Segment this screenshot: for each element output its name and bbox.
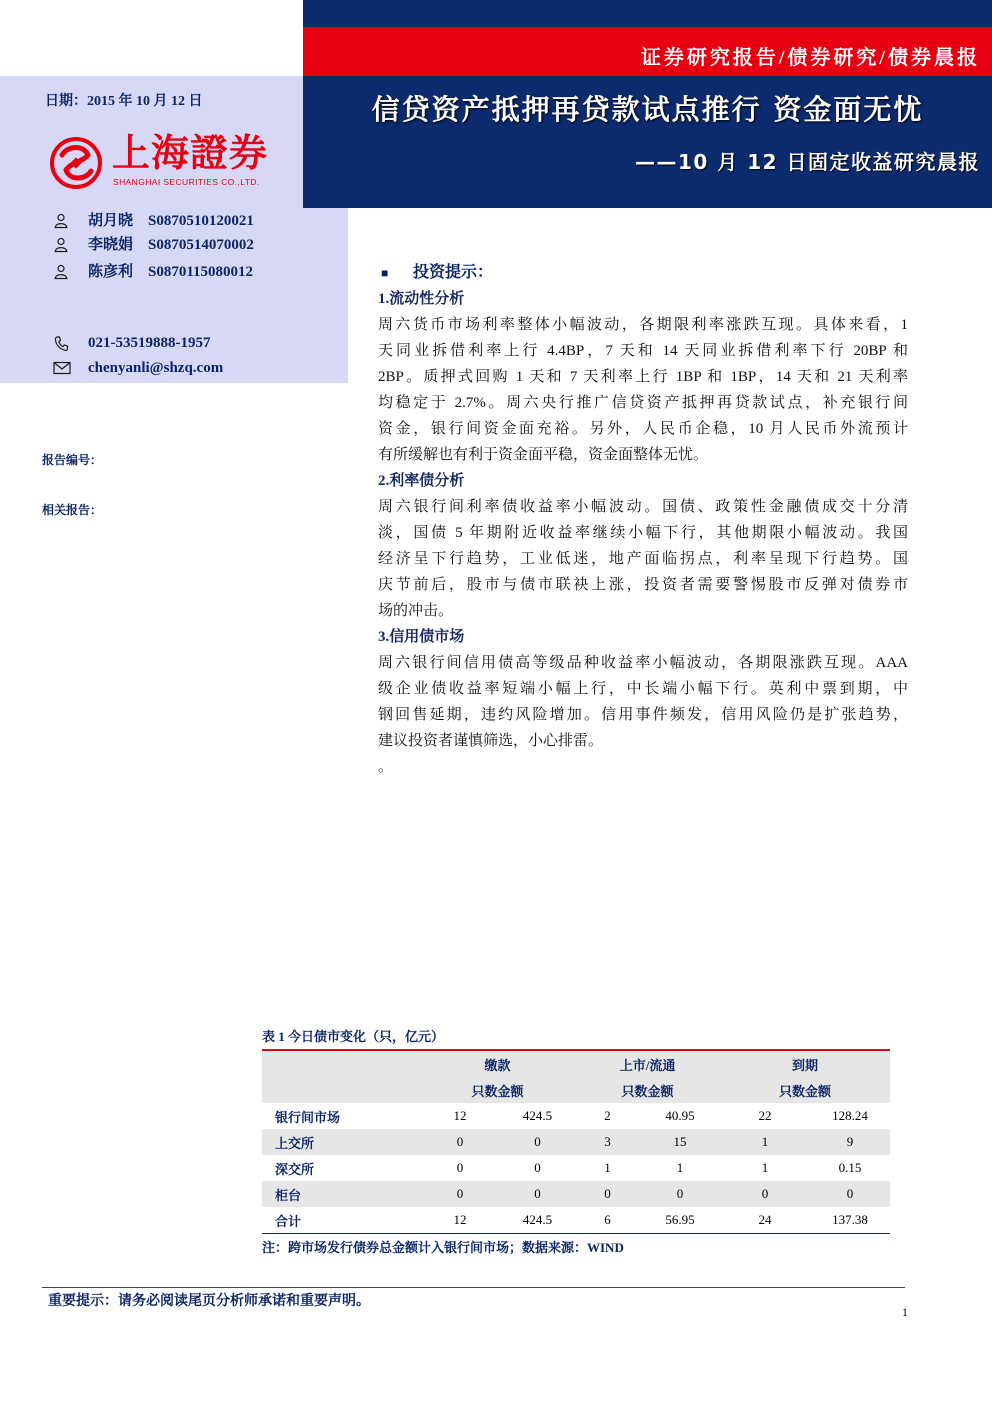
section-title: 3.信用债市场 — [378, 629, 465, 645]
section-title: 1.流动性分析 — [378, 291, 465, 307]
table-cell: 0 — [640, 1181, 720, 1207]
table-cell: 6 — [604, 1212, 611, 1227]
body-line: 2BP。质押式回购 1 天和 7 天利率上行 1BP 和 1BP，14 天和 21 天利率 — [378, 369, 908, 385]
table-note: 注：跨市场发行债券总金额计入银行间市场；数据来源：WIND — [262, 1240, 624, 1255]
body-line: 有所缓解也有利于资金面平稳，资金面整体无忧。 — [378, 447, 709, 463]
analyst-id: S0870510120021 — [148, 213, 254, 229]
table-subheader: 只数金额 — [720, 1077, 890, 1103]
analyst-id: S0870514070002 — [148, 237, 254, 253]
phone-icon — [53, 335, 69, 352]
table-cell: 15 — [640, 1129, 720, 1155]
body-line: 均稳定于 2.7%。周六央行推广信贷资产抵押再贷款试点，补充银行间 — [378, 395, 908, 411]
table-cell: 0 — [575, 1181, 640, 1207]
related-reports-label: 相关报告： — [42, 503, 103, 517]
tips-heading-text: 投资提示： — [413, 264, 494, 281]
table-cell: 9 — [810, 1129, 890, 1155]
table-cell: 12 — [453, 1212, 467, 1227]
logo-wordmark: 上海證券 — [112, 133, 269, 175]
table-cell: 56.95 — [665, 1212, 695, 1227]
table-group-header: 到期 — [720, 1050, 890, 1077]
body-line: 周六银行间利率债收益率小幅波动。国债、政策性金融债成交十分清 — [378, 499, 908, 515]
body-line: 场的冲击。 — [378, 603, 454, 619]
contact-phone-row — [0, 334, 348, 352]
analyst-name: 胡月晓 — [88, 213, 134, 229]
report-category: 证券研究报告/债券研究/债券晨报 — [640, 47, 980, 69]
contact-email-row — [0, 359, 348, 377]
header-banner — [303, 0, 992, 208]
table-header-cell — [262, 1050, 420, 1077]
report-title: 信贷资产抵押再贷款试点推行 资金面无忧 — [371, 93, 924, 126]
mail-icon — [53, 361, 71, 375]
table-cell: 0 — [420, 1181, 500, 1207]
analyst-name: 李晓娟 — [88, 237, 134, 253]
table-cell: 2 — [604, 1108, 611, 1123]
analyst-name: 陈彦利 — [88, 264, 134, 280]
body-line: 周六银行间信用债高等级品种收益率小幅波动，各期限涨跌互现。AAA — [378, 655, 908, 671]
analyst-row — [0, 263, 348, 281]
analyst-row — [0, 236, 348, 254]
analyst-id: S0870115080012 — [148, 264, 254, 280]
table-row — [262, 1181, 890, 1207]
body-line: 淡，国债 5 年期附近收益率继续小幅下行，其他期限小幅波动。我国 — [378, 525, 908, 541]
table-row — [262, 1155, 890, 1181]
table-cell: 0 — [500, 1129, 575, 1155]
table-cell: 424.5 — [522, 1108, 553, 1123]
row-label: 深交所 — [275, 1161, 315, 1177]
body-line: 建议投资者谨慎筛选，小心排雷。 — [378, 733, 604, 749]
table-group-header: 缴款 — [420, 1050, 575, 1077]
table-cell: 128.24 — [832, 1108, 868, 1123]
table-cell: 0.15 — [838, 1160, 862, 1175]
table-cell: 0 — [534, 1160, 541, 1175]
row-label: 银行间市场 — [275, 1109, 341, 1125]
footer-notice: 重要提示：请务必阅读尾页分析师承诺和重要声明。 — [48, 1294, 370, 1309]
row-label: 合计 — [275, 1213, 302, 1229]
body-line: 周六货币市场利率整体小幅波动，各期限利率涨跌互现。具体来看，1 — [378, 317, 908, 333]
investment-tips — [378, 260, 908, 780]
table-cell: 0 — [810, 1181, 890, 1207]
table-cell: 24 — [758, 1212, 772, 1227]
table-row — [262, 1103, 890, 1129]
bond-market-table — [262, 1049, 890, 1234]
table-cell: 0 — [720, 1181, 810, 1207]
table-subheader: 只数金额 — [575, 1077, 720, 1103]
table-cell: 40.95 — [665, 1108, 695, 1123]
page-number: 1 — [902, 1305, 908, 1319]
table-row — [262, 1129, 890, 1155]
shanghai-securities-logo-icon — [48, 135, 104, 191]
report-subtitle: ——10 月 12 日固定收益研究晨报 — [634, 150, 980, 174]
body-line: 钢回售延期，违约风险增加。信用事件频发，信用风险仍是扩张趋势， — [378, 707, 908, 723]
table-cell: 0 — [456, 1160, 464, 1175]
tips-heading — [378, 260, 908, 286]
table-cell: 1 — [604, 1160, 611, 1175]
table-cell: 1 — [720, 1129, 810, 1155]
square-bullet-icon: ■ — [381, 266, 389, 280]
analyst-row — [0, 212, 348, 230]
contact-email: chenyanli@shzq.com — [88, 360, 224, 376]
table-cell: 1 — [761, 1160, 769, 1175]
table-cell: 3 — [575, 1129, 640, 1155]
table-cell: 12 — [453, 1108, 467, 1123]
table-cell: 137.38 — [832, 1212, 868, 1227]
footer-divider — [42, 1287, 905, 1288]
category-band — [303, 27, 992, 76]
table-subheader-row — [262, 1077, 890, 1103]
row-label: 上交所 — [262, 1129, 420, 1155]
row-label: 柜台 — [262, 1181, 420, 1207]
report-date: 日期：2015 年 10 月 12 日 — [45, 94, 203, 109]
body-line: 天同业拆借利率上行 4.4BP，7 天和 14 天同业拆借利率下行 20BP 和 — [378, 343, 908, 359]
trailing-punctuation: 。 — [378, 759, 394, 775]
table-subheader: 只数金额 — [420, 1077, 575, 1103]
table-caption: 表 1 今日债市变化（只，亿元） — [262, 1029, 445, 1044]
person-icon — [53, 237, 69, 253]
table-cell: 0 — [500, 1181, 575, 1207]
contact-phone: 021-53519888-1957 — [88, 335, 211, 351]
body-line: 级企业债收益率短端小幅上行，中长端小幅下行。英利中票到期，中 — [378, 681, 908, 697]
section-title: 2.利率债分析 — [378, 473, 465, 489]
table-cell: 1 — [676, 1160, 684, 1175]
report-number-label: 报告编号： — [42, 453, 103, 467]
table-header-row — [262, 1050, 890, 1077]
body-line: 经济呈下行趋势，工业低迷，地产面临拐点，利率呈现下行趋势。国 — [378, 551, 908, 567]
table-cell: 22 — [758, 1108, 772, 1123]
table-group-header: 上市/流通 — [575, 1050, 720, 1077]
person-icon — [53, 264, 69, 280]
logo-english-name: SHANGHAI SECURITIES CO.,LTD. — [113, 177, 260, 187]
body-line: 资金，银行间资金面充裕。另外，人民币企稳，10 月人民币外流预计 — [378, 421, 908, 437]
table-header-cell — [262, 1077, 420, 1103]
table-total-row — [262, 1207, 890, 1234]
body-line: 庆节前后，股市与债市联袂上涨，投资者需要警惕股市反弹对债券市 — [378, 577, 908, 593]
table-cell: 424.5 — [522, 1212, 553, 1227]
table-cell: 0 — [420, 1129, 500, 1155]
person-icon — [53, 213, 69, 229]
